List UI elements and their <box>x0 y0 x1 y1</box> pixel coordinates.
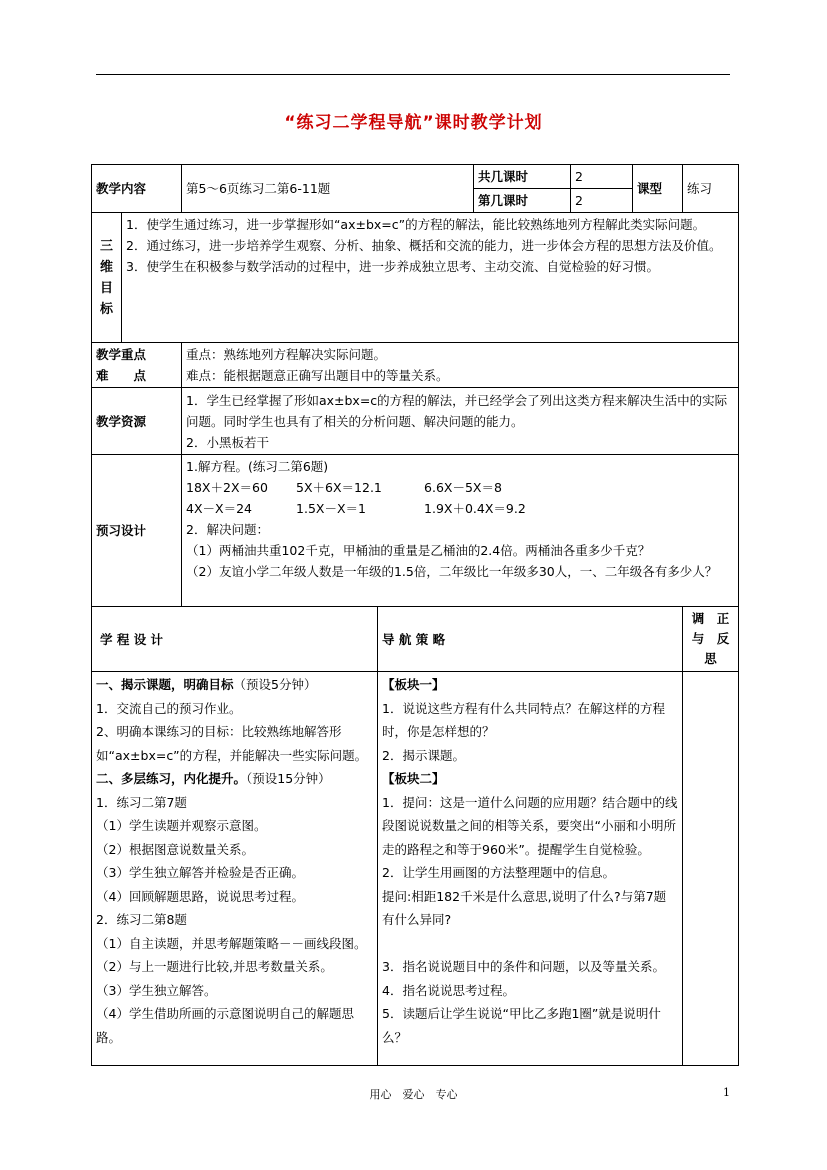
adjust-column-header: 调 正 与 反 思 <box>683 607 739 672</box>
problem-1: （1）两桶油共重102千克，甲桶油的重量是乙桶油的2.4倍。两桶油各重多少千克？ <box>186 543 651 558</box>
lesson-type-label: 课型 <box>633 165 683 213</box>
content-label: 教学内容 <box>92 165 182 213</box>
equation-row <box>186 477 734 498</box>
design-line: （1）自主读题，并思考解题策略－－画线段图。 <box>96 935 367 951</box>
goal-item: 1．使学生通过练习，进一步掌握形如“ax±bx=c”的方程的解法，能比较熟练地列方程解此类实际问题。 <box>126 217 706 232</box>
resources-label: 教学资源 <box>92 388 182 455</box>
design-line: （4）学生借助所画的示意图说明自己的解题思路。 <box>96 1006 354 1045</box>
strategy-line: 1．说说这些方程有什么共同特点？在解这样的方程时，你是怎样想的？ <box>382 700 665 739</box>
lesson-number-label: 第几课时 <box>474 189 571 213</box>
design-line: 二、多层练习，内化提升。（预设15分钟） <box>96 771 331 786</box>
strategy-line <box>382 932 678 956</box>
lesson-plan-table <box>91 164 739 1066</box>
strategy-content <box>378 672 683 1066</box>
equation: 4X－X＝24 <box>186 501 253 516</box>
equation: 6.6X－5X＝8 <box>424 480 502 495</box>
page-number: 1 <box>723 1086 730 1099</box>
design-line: 1．练习二第7题 <box>96 794 187 810</box>
equation: 1.5X－X＝1 <box>296 501 366 516</box>
resources-content <box>182 388 739 455</box>
key-point: 重点：熟练地列方程解决实际问题。 <box>186 347 387 362</box>
design-line: 1．交流自己的预习作业。 <box>96 700 242 716</box>
difficult-point: 难点：能根据题意正确写出题目中的等量关系。 <box>186 368 449 383</box>
design-line: （3）学生独立解答并检验是否正确。 <box>96 865 304 880</box>
design-line: （1）学生读题并观察示意图。 <box>96 818 267 833</box>
design-line: 2、明确本课练习的目标：比较熟练地解答形如“ax±bx=c”的方程，并能解决一些实际问题。 <box>96 724 368 763</box>
header-rule <box>96 74 730 75</box>
strategy-list <box>382 673 678 1049</box>
strategy-line: 提问:相距182千米是什么意思,说明了什么?与第7题有什么异同? <box>382 888 667 927</box>
preview-label: 预习设计 <box>92 455 182 607</box>
design-content <box>92 672 378 1066</box>
strategy-line: 【板块二】 <box>382 771 445 786</box>
keypoints-label: 教学重点 难 点 <box>92 343 182 388</box>
strategy-line: 5．读题后让学生说说“甲比乙多跑1圈”就是说明什么？ <box>382 1006 661 1045</box>
goal-item: 2．通过练习，进一步培养学生观察、分析、抽象、概括和交流的能力，进一步体会方程的思想方法及价值。 <box>126 238 722 253</box>
goals-content <box>122 213 739 343</box>
page-title: “练习二学程导航”课时教学计划 <box>284 113 543 133</box>
content-value: 第5～6页练习二第6-11题 <box>182 165 474 213</box>
equation-row <box>186 498 734 519</box>
lesson-number-value: 2 <box>571 189 633 213</box>
strategy-line: 3．指名说说题目中的条件和问题，以及等量关系。 <box>382 959 665 974</box>
total-lessons-label: 共几课时 <box>474 165 571 189</box>
adjust-content <box>683 672 739 1066</box>
design-line: （3）学生独立解答。 <box>96 982 217 998</box>
equation: 1.9X＋0.4X＝9.2 <box>424 501 526 516</box>
strategy-line: 1．提问：这是一道什么问题的应用题？结合题中的线段图说说数量之间的相等关系，要突出“小丽和小明所走的路程之和等于960米”。提醒学生自觉检验。 <box>382 794 678 857</box>
design-line: 2．练习二第8题 <box>96 912 187 927</box>
design-list <box>96 673 373 1049</box>
resource-item: 1．学生已经掌握了形如ax±bx=c的方程的解法，并已经学会了列出这类方程来解决生活中的实际问题。同时学生也具有了相关的分析问题、解决问题的能力。 <box>186 392 728 429</box>
lesson-type-value: 练习 <box>683 165 739 213</box>
equation: 5X＋6X＝12.1 <box>296 480 382 495</box>
page-footer: 用心 爱心 专心 <box>369 1088 458 1101</box>
preview-content: 1.解方程。(练习二第6题) 18X＋2X＝60 5X＋6X＝12.1 6.6X－5X＝8 4X－X＝24 1.5X－X＝1 1.9X＋0.4X＝9.2 2．解决问题： （1）两桶油共重102千克，甲桶油的重量是乙桶油的2.4倍。两桶油各重多少千克？ （2）友谊小学二年级人数是一年级的1.5倍，二年级比一年级多30人，一、二年级各有多少人？ <box>182 455 739 607</box>
strategy-line: 4．指名说说思考过程。 <box>382 982 515 998</box>
strategy-line: 2．揭示课题。 <box>382 747 465 763</box>
design-line: （4）回顾解题思路，说说思考过程。 <box>96 888 304 904</box>
keypoints-content <box>182 343 739 388</box>
resource-item: 2．小黑板若干 <box>186 434 269 450</box>
design-line: （2）与上一题进行比较,并思考数量关系。 <box>96 959 333 974</box>
total-lessons-value: 2 <box>571 165 633 189</box>
design-line: （2）根据图意说数量关系。 <box>96 841 254 857</box>
equation: 18X＋2X＝60 <box>186 480 268 495</box>
design-line: 一、揭示课题，明确目标（预设5分钟） <box>96 677 317 692</box>
problem-2: （2）友谊小学二年级人数是一年级的1.5倍，二年级比一年级多30人，一、二年级各有多少人？ <box>186 564 718 579</box>
design-column-header: 学 程 设 计 <box>92 607 378 672</box>
strategy-line: 2．让学生用画图的方法整理题中的信息。 <box>382 865 615 880</box>
strategy-line: 【板块一】 <box>382 677 445 692</box>
goal-item: 3．使学生在积极参与数学活动的过程中，进一步养成独立思考、主动交流、自觉检验的好习惯。 <box>126 259 659 274</box>
strategy-column-header: 导 航 策 略 <box>378 607 683 672</box>
goals-label: 三 维 目 标 <box>92 213 122 343</box>
